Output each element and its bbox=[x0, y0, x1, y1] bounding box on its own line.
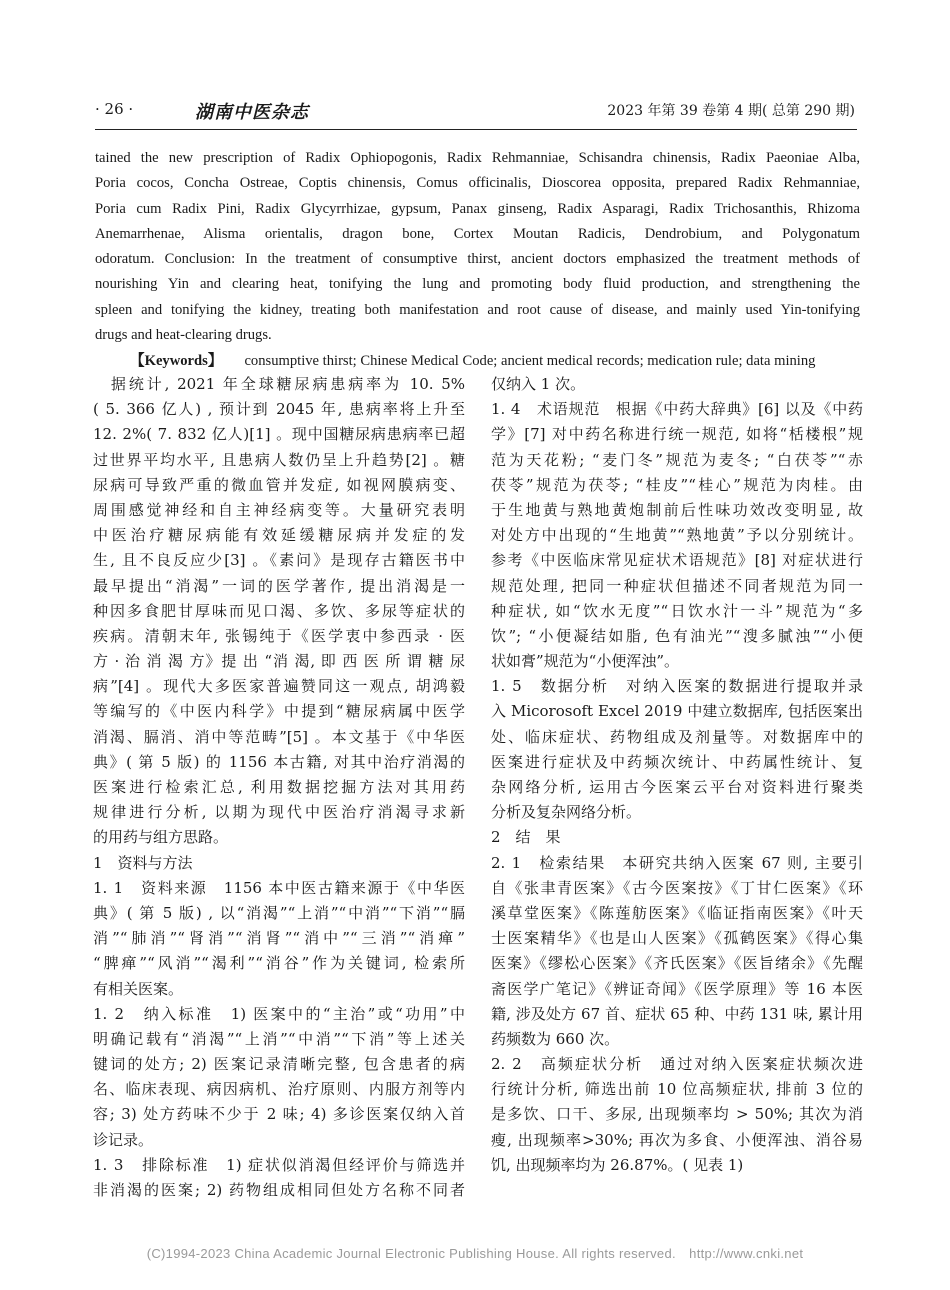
paragraph-line: 范为天花粉; “麦门冬”规范为麦冬; “白茯苓”“赤 bbox=[491, 450, 863, 469]
paragraph-line: 参考《中医临床常见症状术语规范》[8] 对症状进行 bbox=[491, 551, 863, 570]
paragraph-line: 杂网络分析, 运用古今医案云平台对资料进行聚类 bbox=[491, 778, 863, 796]
paragraph-line: 瘦, 出现频率>30%; 再次为多食、小便浑浊、消谷易 bbox=[491, 1130, 863, 1149]
abstract-line: nourishing Yin and clearing heat, tonifying the lung and promoting body fluid production, and strengthening the bbox=[95, 276, 860, 293]
paragraph-line: 的用药与组方思路。 bbox=[93, 828, 229, 847]
paragraph-line: 分析及复杂网络分析。 bbox=[491, 803, 642, 822]
paragraph-line: 名、临床表现、病因病机、治疗原则、内服方剂等内 bbox=[93, 1080, 465, 1099]
paragraph-line: 仅纳入 1 次。 bbox=[491, 375, 586, 393]
right-text-column bbox=[491, 372, 863, 1178]
paragraph-line: 学》[7] 对中药名称进行统一规范, 如将“栝楼根”规 bbox=[491, 425, 863, 444]
abstract-line: odoratum. Conclusion: In the treatment of consumptive thirst, ancient doctors emphasized the treatment methods of bbox=[95, 251, 860, 268]
paragraph-line: 1. 3 排除标准 1) 症状似消渴但经评价与筛选并 bbox=[93, 1155, 465, 1174]
paragraph-line: 疾病。清朝末年, 张锡纯于《医学衷中参西录 · 医 bbox=[93, 626, 465, 645]
paragraph-line: 斋医学广笔记》《辨证奇闻》《医学原理》等 16 本医 bbox=[491, 979, 863, 998]
paragraph-line: 非消渴的医案; 2) 药物组成相同但处方名称不同者 bbox=[93, 1181, 465, 1199]
abstract-line: spleen and tonifying the kidney, treating both manifestation and root cause of disease, and mainly used Yin-tonifying bbox=[95, 301, 860, 318]
english-abstract bbox=[95, 146, 860, 348]
paragraph-line: 2. 2 高频症状分析 通过对纳入医案症状频次进 bbox=[491, 1055, 863, 1074]
paragraph-line: 消渴、膈消、消中等范畴”[5] 。本文基于《中华医 bbox=[93, 727, 465, 746]
paragraph-line: 12. 2%( 7. 832 亿人)[1] 。现中国糖尿病患病率已超 bbox=[93, 425, 465, 444]
paragraph-line: 病”[4] 。现代大多医家普遍赞同这一观点, 胡鸿毅 bbox=[93, 677, 465, 696]
header-rule bbox=[95, 129, 857, 130]
paragraph-line: 1. 4 术语规范 根据《中药大辞典》[6] 以及《中药 bbox=[491, 400, 863, 419]
paragraph-line: 是多饮、口干、多尿, 出现频率均 > 50%; 其次为消 bbox=[491, 1105, 863, 1124]
paragraph-line: 据统计, 2021 年全球糖尿病患病率为 10. 5% bbox=[93, 375, 465, 393]
paragraph-line: 容; 3) 处方药味不少于 2 味; 4) 多诊医案仅纳入首 bbox=[93, 1105, 465, 1124]
paragraph-line: 诊记录。 bbox=[93, 1130, 154, 1149]
paragraph-line: 生, 且不良反应少[3] 。《素问》是现存古籍医书中 bbox=[93, 551, 465, 570]
paragraph-line: 医案》《缪松心医案》《齐氏医案》《医旨绪余》《先醒 bbox=[491, 954, 863, 973]
paragraph-line: 键词的处方; 2) 医案记录清晰完整, 包含患者的病 bbox=[93, 1055, 465, 1074]
paragraph-line: 规范处理, 把同一种症状但描述不同者规范为同一 bbox=[491, 576, 863, 595]
paragraph-line: 药频数为 660 次。 bbox=[491, 1029, 620, 1048]
paragraph-line: 饥, 出现频率均为 26.87%。( 见表 1) bbox=[491, 1155, 744, 1174]
abstract-line: Poria cum Radix Pini, Radix Glycyrrhizae, gypsum, Panax ginseng, Radix Asparagi, Radix Trichosanthis, Rhizoma bbox=[95, 200, 860, 217]
paragraph-line: 茯苓”规范为茯苓; “桂皮”“桂心”规范为肉桂。由 bbox=[491, 475, 863, 494]
paragraph-line: 1. 5 数据分析 对纳入医案的数据进行提取并录 bbox=[491, 677, 863, 696]
paragraph-line: 规律进行分析, 以期为现代中医治疗消渴寻求新 bbox=[93, 803, 465, 822]
paragraph-line: 自《张聿青医案》《古今医案按》《丁甘仁医案》《环 bbox=[491, 878, 863, 897]
copyright-footer: (C)1994-2023 China Academic Journal Electronic Publishing House. All rights reserved. http://www.cnki.net bbox=[146, 1246, 804, 1261]
paragraph-line: 溪草堂医案》《陈莲舫医案》《临证指南医案》《叶天 bbox=[491, 903, 863, 922]
issue-info: 2023 年第 39 卷第 4 期( 总第 290 期) bbox=[607, 103, 855, 119]
keywords-label: 【Keywords】 bbox=[130, 353, 223, 369]
paragraph-line: 等编写的《中医内科学》中提到“糖尿病属中医学 bbox=[93, 702, 465, 721]
paragraph-line: 行统计分析, 筛选出前 10 位高频症状, 排前 3 位的 bbox=[491, 1080, 863, 1099]
abstract-line: drugs and heat-clearing drugs. bbox=[95, 327, 272, 344]
page-header bbox=[95, 100, 855, 128]
paragraph-line: 消”“肺消”“肾消”“消肾”“消中”“三消”“消瘅” bbox=[93, 929, 465, 948]
paragraph-line: 有相关医案。 bbox=[93, 979, 184, 998]
keywords-text: consumptive thirst; Chinese Medical Code; ancient medical records; medication rule; data mining bbox=[244, 353, 816, 369]
paragraph-line: 对处方中出现的“生地黄”“熟地黄”予以分别统计。 bbox=[491, 526, 863, 545]
paragraph-line: 过世界平均水平, 且患病人数仍呈上升趋势[2] 。糖 bbox=[93, 450, 465, 469]
paragraph-line: 种症状, 如“饮水无度”“日饮水汁一斗”规范为“多 bbox=[491, 601, 863, 620]
paragraph-line: 医案进行症状及中药频次统计、中药属性统计、复 bbox=[491, 752, 863, 771]
abstract-line: Anemarrhenae, Alisma orientalis, dragon bone, Cortex Moutan Radicis, Dendrobium, and Polygonatum bbox=[95, 225, 860, 242]
paragraph-line: 入 Micorosoft Excel 2019 中建立数据库, 包括医案出 bbox=[491, 702, 863, 721]
paragraph-line: 状如膏”规范为“小便浑浊”。 bbox=[491, 652, 680, 671]
paragraph-line: 典》( 第 5 版) , 以“消渴”“上消”“中消”“下消”“膈 bbox=[93, 903, 465, 922]
paragraph-line: 医案进行检索汇总, 利用数据挖掘方法对其用药 bbox=[93, 778, 465, 796]
paragraph-line: 种因多食肥甘厚味而见口渴、多饮、多尿等症状的 bbox=[93, 601, 465, 620]
paragraph-line: 1. 2 纳入标准 1) 医案中的“主治”或“功用”中 bbox=[93, 1004, 465, 1023]
paragraph-line: 籍, 涉及处方 67 首、症状 65 种、中药 131 味, 累计用 bbox=[491, 1004, 863, 1023]
page-number: · 26 · bbox=[95, 100, 134, 118]
keywords-line bbox=[130, 349, 870, 370]
paragraph-line: 最早提出“消渴”一词的医学著作, 提出消渴是一 bbox=[93, 576, 465, 595]
paragraph-line: 2 结 果 bbox=[491, 828, 561, 847]
paragraph-line: 处、临床症状、药物组成及剂量等。对数据库中的 bbox=[491, 727, 863, 746]
paragraph-line: ( 5. 366 亿人) , 预计到 2045 年, 患病率将上升至 bbox=[93, 400, 465, 419]
abstract-line: Poria cocos, Concha Ostreae, Coptis chinensis, Comus officinalis, Dioscorea opposita, prepared Radix Rehmanniae, bbox=[95, 175, 860, 192]
paragraph-line: 2. 1 检索结果 本研究共纳入医案 67 则, 主要引 bbox=[491, 853, 863, 872]
paragraph-line: 饮”; “小便凝结如脂, 色有油光”“溲多腻浊”“小便 bbox=[491, 626, 863, 645]
paragraph-line: 典》( 第 5 版) 的 1156 本古籍, 对其中治疗消渴的 bbox=[93, 752, 465, 771]
paragraph-line: 士医案精华》《也是山人医案》《孤鹤医案》《得心集 bbox=[491, 929, 863, 948]
paragraph-line: 尿病可导致严重的微血管并发症, 如视网膜病变、 bbox=[93, 475, 465, 494]
paragraph-line: 于生地黄与熟地黄炮制前后性味功效改变明显, 故 bbox=[491, 500, 863, 519]
paragraph-line: 中医治疗糖尿病能有效延缓糖尿病并发症的发 bbox=[93, 526, 465, 545]
paragraph-line: 1. 1 资料来源 1156 本中医古籍来源于《中华医 bbox=[93, 878, 465, 897]
paragraph-line: “脾瘅”“风消”“渴利”“消谷”作为关键词, 检索所 bbox=[93, 954, 465, 973]
left-text-column bbox=[93, 372, 465, 1203]
paragraph-line: 方 · 治 消 渴 方》提 出 “消 渴, 即 西 医 所 谓 糖 尿 bbox=[93, 652, 465, 671]
abstract-line: tained the new prescription of Radix Ophiopogonis, Radix Rehmanniae, Schisandra chinensis, Radix Paeoniae Alba, bbox=[95, 150, 860, 166]
journal-title: 湖南中医杂志 bbox=[195, 102, 309, 123]
paragraph-line: 周围感觉神经和自主神经病变等。大量研究表明 bbox=[93, 500, 465, 519]
paragraph-line: 明确记载有“消渴”“上消”“中消”“下消”等上述关 bbox=[93, 1029, 465, 1048]
paragraph-line: 1 资料与方法 bbox=[93, 853, 193, 872]
